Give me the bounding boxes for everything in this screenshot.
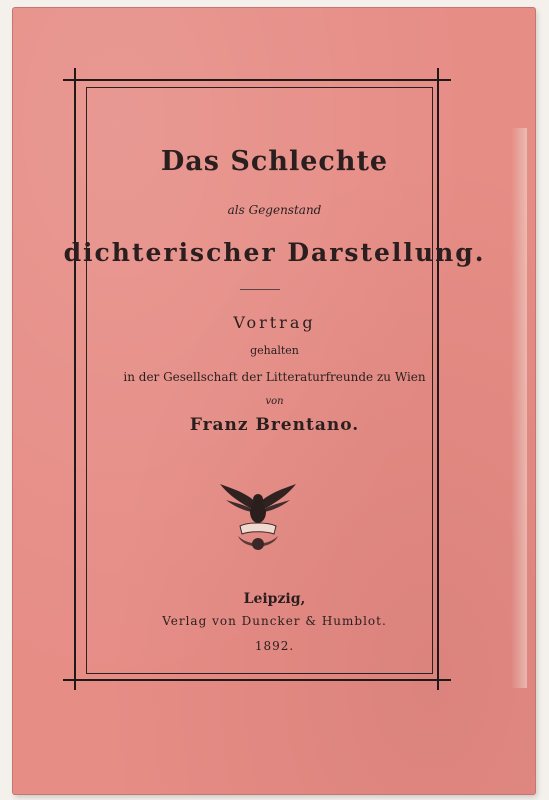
title-line-1: Das Schlechte — [160, 146, 389, 177]
author-name: Franz Brentano. — [189, 415, 360, 435]
held-label: gehalten — [250, 344, 299, 357]
publication-year: 1892. — [254, 639, 295, 653]
subtitle: Vortrag — [233, 313, 316, 332]
title-divider — [240, 289, 280, 290]
society-line: in der Gesellschaft der Litteraturfreunde zu Wien — [123, 370, 426, 384]
publication-place: Leipzig, — [243, 591, 306, 607]
by-label: von — [265, 396, 284, 407]
title-line-3: dichterischer Darstellung. — [63, 238, 486, 267]
eagle-emblem-icon — [216, 474, 300, 558]
publisher: Verlag von Duncker & Humblot. — [162, 614, 387, 628]
title-line-2: als Gegenstand — [227, 203, 322, 217]
frame-top-line — [63, 79, 451, 81]
frame-bottom-line — [63, 679, 451, 681]
